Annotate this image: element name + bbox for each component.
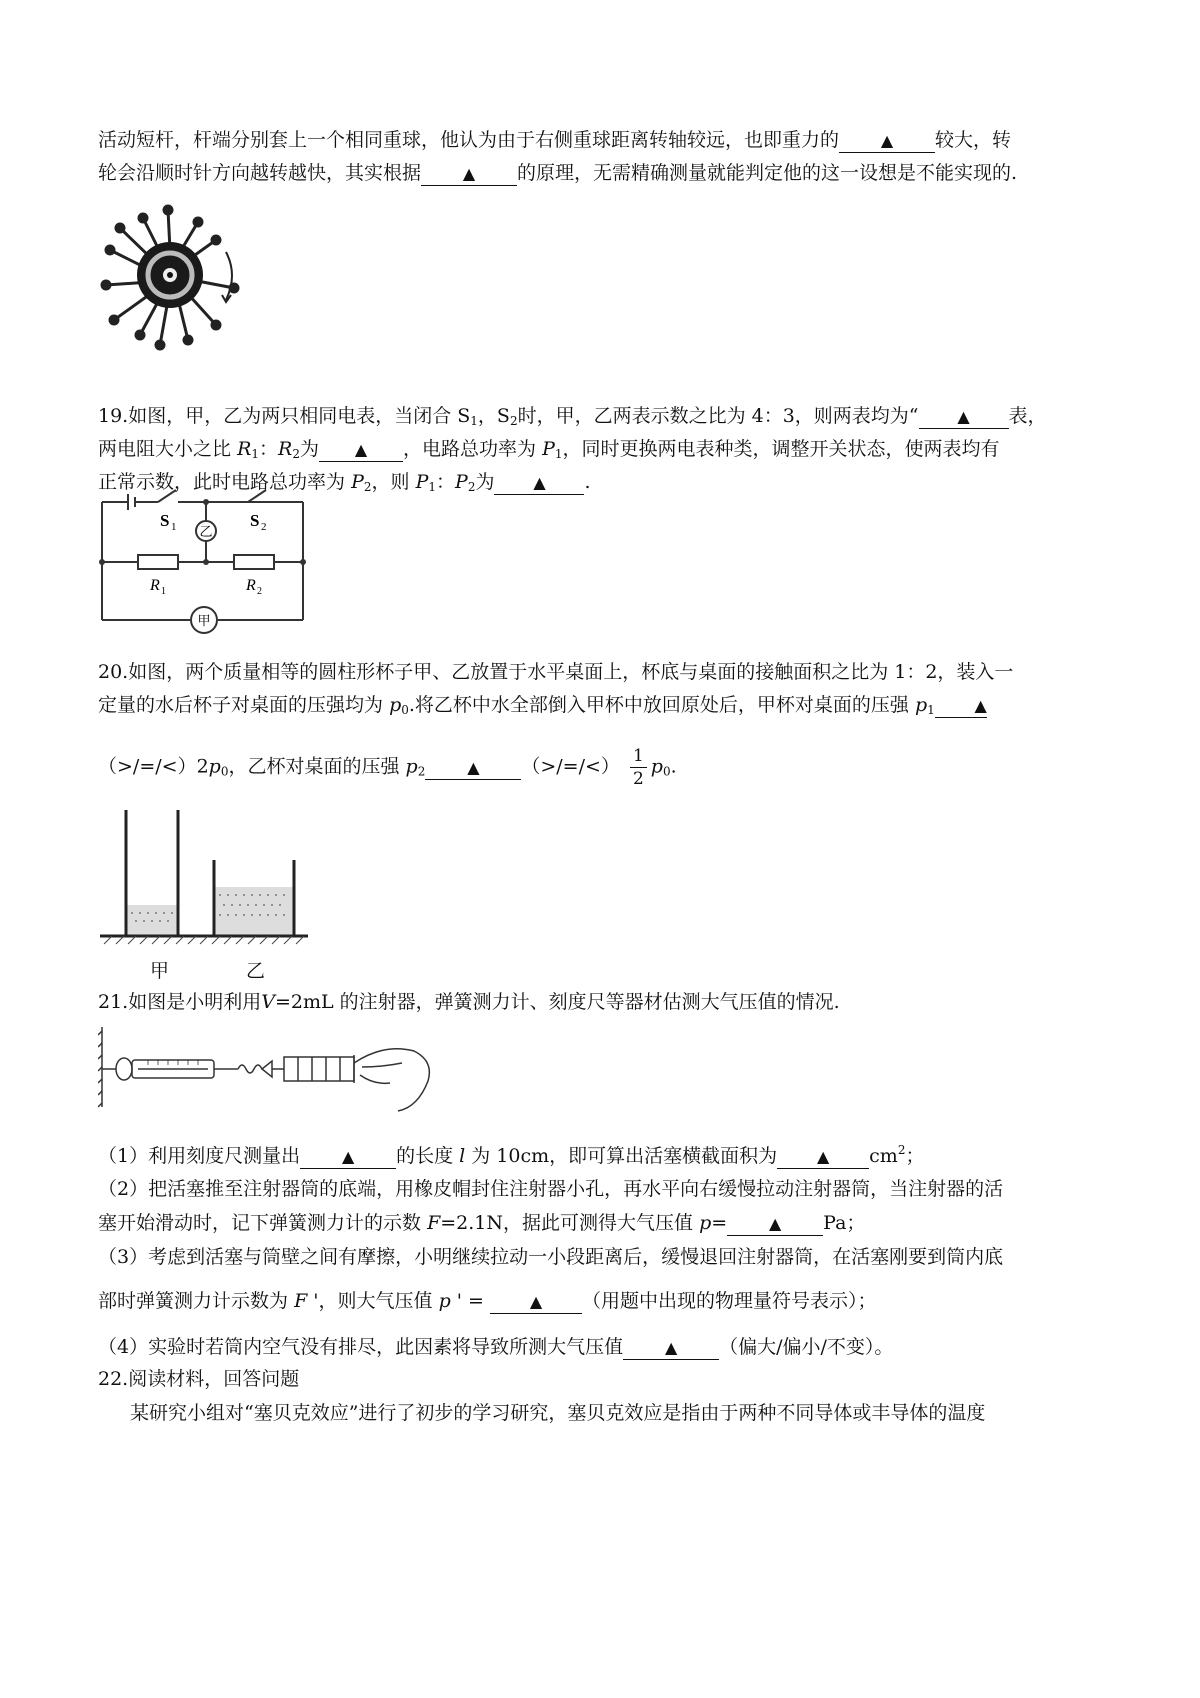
q19-text: 正常示数，此时电路总功率为 <box>98 471 346 493</box>
q19-sub: 1 <box>428 480 436 494</box>
q21-text: 塞开始滑动时，记下弹簧测力计的示数 <box>98 1212 422 1234</box>
q19-sub: 1 <box>470 414 478 428</box>
q20-sub: 0 <box>220 764 229 779</box>
q21-line-1 <box>98 989 840 1015</box>
switch-s1-label: S <box>160 511 170 530</box>
q21-var: V <box>261 991 275 1013</box>
q20-text: .将乙杯中水全部倒入甲杯中放回原处后，甲杯对桌面的压强 <box>408 694 909 716</box>
q19-sub: 2 <box>509 414 518 428</box>
q22-paragraph: 某研究小组对“塞贝克效应”进行了初步的学习研究，塞贝克效应是指由于两种不同导体或丰导体的温度 <box>130 1402 986 1424</box>
answer-blank[interactable]: ▲ <box>727 1212 823 1236</box>
q21-text: 的长度 <box>396 1145 454 1167</box>
q20-text: ，乙杯对桌面的压强 <box>228 755 400 778</box>
q19-sub: 1 <box>251 447 260 461</box>
q19-sub: 2 <box>292 447 300 461</box>
q19-text: ，则 <box>371 471 410 493</box>
cup-jia-label: 甲 <box>150 960 170 982</box>
q21-text: ' = <box>450 1290 490 1312</box>
q21-text: 21.如图是小明利用 <box>98 991 262 1013</box>
q20-sub: 2 <box>417 764 426 779</box>
q21-text: ； <box>905 1145 925 1167</box>
q19-text: 表， <box>1008 405 1047 427</box>
resistor-r2-sub: 2 <box>257 586 262 597</box>
q19-text: ，S <box>477 405 510 427</box>
cups-figure <box>98 805 310 945</box>
q21-text: Pa； <box>823 1212 866 1234</box>
q21-var: p <box>438 1290 451 1312</box>
q21-text: = <box>711 1212 728 1234</box>
q19-var: P <box>351 471 364 493</box>
q19-sub: 2 <box>363 480 372 494</box>
q21-text: 为 10cm，即可算出活塞横截面积为 <box>471 1145 778 1167</box>
q21-text: 部时弹簧测力计示数为 <box>98 1290 289 1312</box>
q18-text: 的原理，无需精确测量就能判定他的这一设想是不能实现的. <box>517 162 1018 184</box>
meter-yi-label: 乙 <box>199 524 213 539</box>
q20-sub: 0 <box>401 703 409 717</box>
q21-text: （偏大/偏小/不变）。 <box>719 1336 894 1358</box>
switch-s1-sub: 1 <box>171 521 177 533</box>
q20-var: p <box>208 755 221 778</box>
circuit-diagram <box>98 482 310 642</box>
answer-blank[interactable]: ▲ <box>919 405 1009 429</box>
q21-sub3-line1 <box>98 1244 1003 1270</box>
answer-blank[interactable]: ▲ <box>421 162 517 186</box>
answer-blank[interactable]: ▲ <box>935 694 987 718</box>
q20-var: p <box>389 694 402 716</box>
q21-text: （4）实验时若筒内空气没有排尽，此因素将导致所测大气压值 <box>98 1336 624 1358</box>
switch-s2-label: S <box>250 511 260 530</box>
answer-blank[interactable]: ▲ <box>425 756 521 780</box>
q21-sub1 <box>98 1137 924 1169</box>
q19-text: 为 <box>299 438 319 460</box>
q21-sub2-line1 <box>98 1176 1003 1202</box>
q19-var: P <box>415 471 429 493</box>
q19-var: R <box>237 438 252 460</box>
q20-text: 定量的水后杯子对桌面的压强均为 <box>98 694 384 716</box>
q21-sup: 2 <box>897 1143 906 1157</box>
q21-var: p <box>699 1212 712 1234</box>
q19-var: R <box>278 438 293 460</box>
q20-text: . <box>670 755 677 778</box>
resistor-r1-sub: 1 <box>161 586 166 597</box>
q20-line-3 <box>98 745 677 792</box>
q19-line-2 <box>98 436 1000 467</box>
q19-text: ： <box>259 438 279 460</box>
q21-text: （1）利用刻度尺测量出 <box>98 1145 301 1167</box>
q19-var: P <box>542 438 555 460</box>
answer-blank[interactable]: ▲ <box>623 1336 719 1360</box>
q20-line-2 <box>98 692 987 723</box>
q18-line-1 <box>98 127 1011 153</box>
q21-text: cm <box>869 1145 898 1167</box>
q19-sub: 2 <box>467 480 476 494</box>
q19-text: 时，甲，乙两表示数之比为 4：3，则两表均为“ <box>517 405 919 427</box>
q21-text: （2）把活塞推至注射器筒的底端，用橡皮帽封住注射器小孔，再水平向右缓慢拉动注射器筒，当注射器的活 <box>98 1178 1004 1200</box>
q20-text: （>/=/<）2 <box>98 755 209 778</box>
answer-blank[interactable]: ▲ <box>494 471 584 495</box>
q20-sub: 0 <box>662 764 671 779</box>
q20-var: p <box>650 755 663 778</box>
q21-sub3-line2 <box>98 1288 877 1314</box>
q20-line-1 <box>98 659 1013 685</box>
answer-blank[interactable]: ▲ <box>319 438 403 462</box>
q21-text: （用题中出现的物理量符号表示）； <box>582 1290 877 1312</box>
answer-blank[interactable]: ▲ <box>777 1145 869 1169</box>
q20-var: p <box>405 755 418 778</box>
q18-line-2 <box>98 160 1017 186</box>
q19-line-1 <box>98 403 1047 434</box>
q20-var: p <box>914 694 928 716</box>
q19-text: ，电路总功率为 <box>403 438 537 460</box>
q18-text: 活动短杆，杆端分别套上一个相同重球，他认为由于右侧重球距离转轴较远，也即重力的 <box>98 129 840 151</box>
switch-s2-sub: 2 <box>261 521 267 533</box>
q19-text: 19.如图，甲，乙为两只相同电表，当闭合 S <box>98 405 471 427</box>
q21-sub2-line2 <box>98 1210 865 1236</box>
resistor-r2-label: R <box>246 577 256 594</box>
q19-text: 为 <box>475 471 495 493</box>
q21-text: '，则大气压值 <box>307 1290 433 1312</box>
q19-sub: 1 <box>554 447 563 461</box>
q20-text: （>/=/<） <box>521 755 620 778</box>
q20-text: 20.如图，两个质量相等的圆柱形杯子甲、乙放置于水平桌面上，杯底与桌面的接触面积之比为 1：2，装入一 <box>98 661 1014 683</box>
fraction-one-half: $\frac{1}{2}$ <box>630 745 647 790</box>
syringe-figure <box>98 1025 438 1115</box>
q21-text: =2mL 的注射器，弹簧测力计、刻度尺等器材估测大气压值的情况. <box>274 991 840 1013</box>
q20-sub: 1 <box>927 703 935 717</box>
answer-blank[interactable]: ▲ <box>300 1145 396 1169</box>
wheel-figure <box>98 200 248 355</box>
resistor-r1-label: R <box>150 577 160 594</box>
q19-var: P <box>455 471 468 493</box>
q18-text: 较大，转 <box>935 129 1012 151</box>
answer-blank[interactable]: ▲ <box>839 129 935 153</box>
q19-text: 两电阻大小之比 <box>98 438 232 460</box>
q21-text: （3）考虑到活塞与筒壁之间有摩擦，小明继续拉动一小段距离后，缓慢退回注射器筒，在活塞刚要到筒内底 <box>98 1246 1004 1268</box>
q22-title: 22.阅读材料，回答问题 <box>98 1368 300 1390</box>
q21-var: F <box>427 1212 441 1234</box>
q18-text: 轮会沿顺时针方向越转越快，其实根据 <box>98 162 422 184</box>
meter-jia-label: 甲 <box>197 613 211 628</box>
q21-sub4 <box>98 1334 893 1360</box>
q21-text: =2.1N，据此可测得大气压值 <box>440 1212 694 1234</box>
q21-var: l <box>459 1145 466 1167</box>
answer-blank[interactable]: ▲ <box>490 1290 582 1314</box>
q19-text: . <box>584 471 591 493</box>
q19-text: ： <box>436 471 456 493</box>
cup-yi-label: 乙 <box>246 960 266 982</box>
q19-text: ，同时更换两电表种类，调整开关状态，使两表均有 <box>562 438 1000 460</box>
q21-var: F <box>294 1290 308 1312</box>
